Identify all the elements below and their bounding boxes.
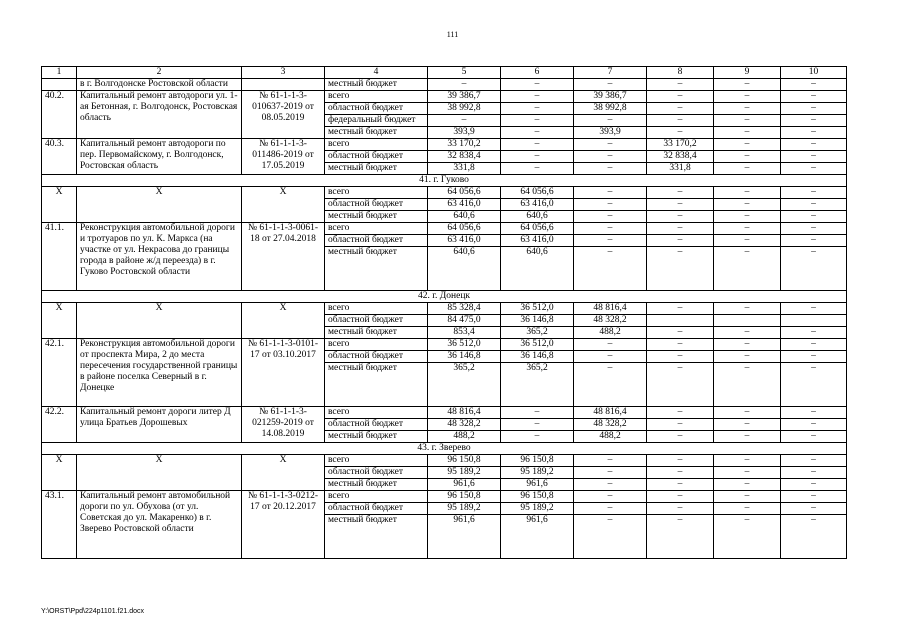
value-cell: – <box>574 163 647 175</box>
funding-source: областной бюджет <box>325 103 428 115</box>
value-cell: – <box>781 479 847 491</box>
value-cell: – <box>647 363 714 407</box>
value-cell: – <box>781 339 847 351</box>
page-number: 111 <box>446 30 459 39</box>
value-cell: – <box>574 503 647 515</box>
value-cell: 640,6 <box>501 211 574 223</box>
value-cell: – <box>781 431 847 443</box>
value-cell: – <box>574 479 647 491</box>
table-row <box>42 139 847 151</box>
value-cell: – <box>781 199 847 211</box>
value-cell: 48 328,2 <box>574 419 647 431</box>
value-cell: – <box>647 419 714 431</box>
value-cell: – <box>574 455 647 467</box>
value-cell: – <box>501 115 574 127</box>
value-cell: – <box>714 211 781 223</box>
value-cell: – <box>574 351 647 363</box>
value-cell: – <box>714 223 781 235</box>
value-cell: – <box>647 103 714 115</box>
table-row <box>42 303 847 315</box>
project-doc <box>242 79 325 91</box>
value-cell: 36 512,0 <box>501 303 574 315</box>
funding-source: областной бюджет <box>325 503 428 515</box>
value-cell: 393,9 <box>428 127 501 139</box>
value-cell: – <box>781 455 847 467</box>
object-name: Реконструкция автомобильной дороги от проспекта Мира, 2 до места пересечения государственной границы в районе поселка Северный в г. Донецке <box>77 339 242 407</box>
object-name: Капитальный ремонт автодороги по пер. Первомайскому, г. Волгодонск, Ростовская область <box>77 139 242 175</box>
object-name: Реконструкция автомобильной дороги и тротуаров по ул. К. Маркса (на участке от ул. Некрасова до границы города в районе ж/д переезда) в г. Гуково Ростовской области <box>77 223 242 291</box>
value-cell: 961,6 <box>501 515 574 559</box>
object-name: Капитальный ремонт автодороги ул. 1-ая Бетонная, г. Волгодонск, Ростовская область <box>77 91 242 139</box>
value-cell: – <box>501 163 574 175</box>
col-header: 1 <box>42 67 77 79</box>
funding-source: местный бюджет <box>325 479 428 491</box>
value-cell: – <box>781 351 847 363</box>
table-row <box>42 187 847 199</box>
value-cell: 64 056,6 <box>501 223 574 235</box>
object-name: X <box>77 303 242 339</box>
value-cell: 640,6 <box>501 247 574 291</box>
value-cell: – <box>781 235 847 247</box>
value-cell: – <box>714 151 781 163</box>
value-cell: 63 416,0 <box>428 235 501 247</box>
section-title: 41. г. Гуково <box>42 175 847 187</box>
project-doc: № 61-1-1-3-0101-17 от 03.10.2017 <box>242 339 325 407</box>
funding-source: всего <box>325 491 428 503</box>
value-cell: – <box>781 327 847 339</box>
value-cell: 331,8 <box>428 163 501 175</box>
value-cell: – <box>574 223 647 235</box>
funding-source: местный бюджет <box>325 431 428 443</box>
value-cell: – <box>714 199 781 211</box>
value-cell: 331,8 <box>647 163 714 175</box>
column-header-row <box>42 67 847 79</box>
funding-source: всего <box>325 187 428 199</box>
project-doc: № 61-1-1-3-011486-2019 от 17.05.2019 <box>242 139 325 175</box>
project-doc: № 61-1-1-3-0212-17 от 20.12.2017 <box>242 491 325 559</box>
row-number: 40.3. <box>42 139 77 175</box>
row-number: X <box>42 187 77 223</box>
value-cell: 36 512,0 <box>501 339 574 351</box>
value-cell: – <box>714 431 781 443</box>
object-name: X <box>77 455 242 491</box>
value-cell: – <box>781 139 847 151</box>
funding-source: местный бюджет <box>325 363 428 407</box>
col-header: 4 <box>325 67 428 79</box>
value-cell: 64 056,6 <box>428 187 501 199</box>
funding-source: всего <box>325 223 428 235</box>
table-row <box>42 339 847 351</box>
project-doc: X <box>242 455 325 491</box>
table-row <box>42 91 847 103</box>
section-row <box>42 443 847 455</box>
value-cell: 38 992,8 <box>428 103 501 115</box>
value-cell: 48 328,2 <box>574 315 647 327</box>
funding-source: областной бюджет <box>325 199 428 211</box>
project-doc: X <box>242 303 325 339</box>
col-header: 3 <box>242 67 325 79</box>
value-cell: – <box>501 79 574 91</box>
funding-source: всего <box>325 407 428 419</box>
value-cell <box>714 315 781 327</box>
value-cell: 48 816,4 <box>428 407 501 419</box>
value-cell: – <box>714 351 781 363</box>
funding-source: областной бюджет <box>325 151 428 163</box>
object-name: в г. Волгодонске Ростовской области <box>77 79 242 91</box>
value-cell: 640,6 <box>428 211 501 223</box>
value-cell: – <box>574 247 647 291</box>
row-number: 43.1. <box>42 491 77 559</box>
value-cell: – <box>647 351 714 363</box>
value-cell: – <box>647 211 714 223</box>
value-cell: – <box>647 223 714 235</box>
value-cell: – <box>501 431 574 443</box>
value-cell: 32 838,4 <box>428 151 501 163</box>
value-cell: – <box>714 419 781 431</box>
col-header: 5 <box>428 67 501 79</box>
value-cell: 640,6 <box>428 247 501 291</box>
value-cell: 853,4 <box>428 327 501 339</box>
value-cell: 95 189,2 <box>501 467 574 479</box>
value-cell: 39 386,7 <box>574 91 647 103</box>
value-cell: 961,6 <box>501 479 574 491</box>
value-cell: 96 150,8 <box>501 491 574 503</box>
value-cell: 64 056,6 <box>501 187 574 199</box>
value-cell: 33 170,2 <box>647 139 714 151</box>
row-number: 41.1. <box>42 223 77 291</box>
funding-source: местный бюджет <box>325 247 428 291</box>
value-cell: – <box>574 211 647 223</box>
value-cell: – <box>714 455 781 467</box>
value-cell: – <box>714 479 781 491</box>
funding-source: местный бюджет <box>325 211 428 223</box>
value-cell: – <box>574 79 647 91</box>
value-cell: – <box>714 127 781 139</box>
value-cell: 961,6 <box>428 515 501 559</box>
funding-source: местный бюджет <box>325 327 428 339</box>
value-cell: – <box>714 115 781 127</box>
value-cell: – <box>781 303 847 315</box>
value-cell: – <box>714 503 781 515</box>
project-doc: X <box>242 187 325 223</box>
value-cell: – <box>781 91 847 103</box>
value-cell: – <box>714 79 781 91</box>
value-cell: – <box>647 515 714 559</box>
funding-source: местный бюджет <box>325 163 428 175</box>
value-cell: – <box>574 115 647 127</box>
value-cell: – <box>574 235 647 247</box>
col-header: 10 <box>781 67 847 79</box>
value-cell: 488,2 <box>574 431 647 443</box>
value-cell: 39 386,7 <box>428 91 501 103</box>
value-cell: – <box>428 115 501 127</box>
value-cell: – <box>781 419 847 431</box>
value-cell: 64 056,6 <box>428 223 501 235</box>
value-cell: 33 170,2 <box>428 139 501 151</box>
value-cell: – <box>781 115 847 127</box>
value-cell: 63 416,0 <box>501 235 574 247</box>
value-cell: – <box>574 151 647 163</box>
funding-source: всего <box>325 339 428 351</box>
row-number: 42.1. <box>42 339 77 407</box>
value-cell: – <box>781 223 847 235</box>
value-cell: 48 816,4 <box>574 407 647 419</box>
value-cell: 96 150,8 <box>501 455 574 467</box>
value-cell: 488,2 <box>574 327 647 339</box>
value-cell: – <box>501 91 574 103</box>
value-cell: 393,9 <box>574 127 647 139</box>
value-cell: – <box>781 247 847 291</box>
value-cell: 95 189,2 <box>428 467 501 479</box>
value-cell: 96 150,8 <box>428 491 501 503</box>
funding-source: всего <box>325 455 428 467</box>
value-cell: 36 146,8 <box>501 315 574 327</box>
funding-source: всего <box>325 91 428 103</box>
value-cell: – <box>647 407 714 419</box>
value-cell: – <box>714 339 781 351</box>
row-number: X <box>42 455 77 491</box>
funding-source: всего <box>325 303 428 315</box>
value-cell: – <box>781 103 847 115</box>
row-number: X <box>42 303 77 339</box>
table-row <box>42 407 847 419</box>
value-cell: 32 838,4 <box>647 151 714 163</box>
value-cell: – <box>714 327 781 339</box>
value-cell: – <box>714 163 781 175</box>
section-row <box>42 291 847 303</box>
value-cell: – <box>781 187 847 199</box>
project-doc: № 61-1-1-3-021259-2019 от 14.08.2019 <box>242 407 325 443</box>
col-header: 6 <box>501 67 574 79</box>
value-cell: 63 416,0 <box>501 199 574 211</box>
value-cell: – <box>647 479 714 491</box>
value-cell: 96 150,8 <box>428 455 501 467</box>
row-number: 40.2. <box>42 91 77 139</box>
value-cell <box>647 315 714 327</box>
section-row <box>42 175 847 187</box>
value-cell: – <box>781 79 847 91</box>
row-number: 42.2. <box>42 407 77 443</box>
value-cell: – <box>574 467 647 479</box>
value-cell: 38 992,8 <box>574 103 647 115</box>
project-doc: № 61-1-1-3-0061-18 от 27.04.2018 <box>242 223 325 291</box>
value-cell <box>781 315 847 327</box>
value-cell: – <box>501 151 574 163</box>
col-header: 2 <box>77 67 242 79</box>
value-cell: – <box>781 491 847 503</box>
value-cell: – <box>647 235 714 247</box>
value-cell: – <box>781 515 847 559</box>
value-cell: 95 189,2 <box>428 503 501 515</box>
value-cell: – <box>574 139 647 151</box>
value-cell: – <box>781 503 847 515</box>
value-cell: – <box>647 199 714 211</box>
value-cell: – <box>714 515 781 559</box>
value-cell: – <box>781 363 847 407</box>
value-cell: – <box>647 491 714 503</box>
table-row <box>42 79 847 91</box>
value-cell: 63 416,0 <box>428 199 501 211</box>
value-cell: – <box>574 491 647 503</box>
value-cell: – <box>501 139 574 151</box>
value-cell: – <box>781 467 847 479</box>
section-title: 43. г. Зверево <box>42 443 847 455</box>
value-cell: – <box>501 419 574 431</box>
value-cell: – <box>781 151 847 163</box>
value-cell: – <box>647 455 714 467</box>
table-row <box>42 223 847 235</box>
value-cell: 36 512,0 <box>428 339 501 351</box>
value-cell: – <box>781 127 847 139</box>
budget-table <box>41 66 847 559</box>
value-cell: – <box>574 339 647 351</box>
value-cell: – <box>714 187 781 199</box>
table-row <box>42 491 847 503</box>
value-cell: – <box>714 303 781 315</box>
value-cell: – <box>574 363 647 407</box>
value-cell: 365,2 <box>428 363 501 407</box>
value-cell: – <box>501 103 574 115</box>
value-cell: – <box>428 79 501 91</box>
value-cell: – <box>781 163 847 175</box>
value-cell: 36 146,8 <box>428 351 501 363</box>
funding-source: местный бюджет <box>325 79 428 91</box>
value-cell: – <box>647 79 714 91</box>
value-cell: 961,6 <box>428 479 501 491</box>
value-cell: 365,2 <box>501 327 574 339</box>
value-cell: 85 328,4 <box>428 303 501 315</box>
value-cell: – <box>647 327 714 339</box>
col-header: 8 <box>647 67 714 79</box>
value-cell: – <box>574 199 647 211</box>
value-cell: – <box>714 139 781 151</box>
value-cell: – <box>647 91 714 103</box>
funding-source: областной бюджет <box>325 419 428 431</box>
value-cell: – <box>647 431 714 443</box>
value-cell: – <box>714 491 781 503</box>
object-name: Капитальный ремонт автомобильной дороги по ул. Обухова (от ул. Советская до ул. Макаренко) в г. Зверево Ростовской области <box>77 491 242 559</box>
value-cell: – <box>647 187 714 199</box>
col-header: 9 <box>714 67 781 79</box>
value-cell: 95 189,2 <box>501 503 574 515</box>
funding-source: областной бюджет <box>325 351 428 363</box>
value-cell: – <box>574 187 647 199</box>
value-cell: – <box>647 339 714 351</box>
value-cell: – <box>647 127 714 139</box>
section-title: 42. г. Донецк <box>42 291 847 303</box>
funding-source: областной бюджет <box>325 315 428 327</box>
col-header: 7 <box>574 67 647 79</box>
project-doc: № 61-1-1-3-010637-2019 от 08.05.2019 <box>242 91 325 139</box>
value-cell: 365,2 <box>501 363 574 407</box>
object-name: Капитальный ремонт дороги литер Д улица Братьев Дорошевых <box>77 407 242 443</box>
value-cell: 84 475,0 <box>428 315 501 327</box>
value-cell: – <box>647 247 714 291</box>
funding-source: федеральный бюджет <box>325 115 428 127</box>
value-cell: – <box>647 303 714 315</box>
value-cell: 36 146,8 <box>501 351 574 363</box>
value-cell: 48 816,4 <box>574 303 647 315</box>
object-name: X <box>77 187 242 223</box>
value-cell: 488,2 <box>428 431 501 443</box>
value-cell: – <box>501 127 574 139</box>
value-cell: – <box>714 247 781 291</box>
funding-source: всего <box>325 139 428 151</box>
value-cell: – <box>647 115 714 127</box>
value-cell: – <box>501 407 574 419</box>
footer-file-path: Y:\ORST\Ppd\224p1101.f21.docx <box>41 608 144 615</box>
value-cell: 48 328,2 <box>428 419 501 431</box>
row-number <box>42 79 77 91</box>
value-cell: – <box>647 503 714 515</box>
value-cell: – <box>714 235 781 247</box>
value-cell: – <box>781 211 847 223</box>
funding-source: областной бюджет <box>325 235 428 247</box>
value-cell: – <box>781 407 847 419</box>
value-cell: – <box>714 467 781 479</box>
value-cell: – <box>574 515 647 559</box>
funding-source: местный бюджет <box>325 127 428 139</box>
value-cell: – <box>647 467 714 479</box>
value-cell: – <box>714 407 781 419</box>
funding-source: областной бюджет <box>325 467 428 479</box>
value-cell: – <box>714 103 781 115</box>
value-cell: – <box>714 91 781 103</box>
funding-source: местный бюджет <box>325 515 428 559</box>
value-cell: – <box>714 363 781 407</box>
table-row <box>42 455 847 467</box>
